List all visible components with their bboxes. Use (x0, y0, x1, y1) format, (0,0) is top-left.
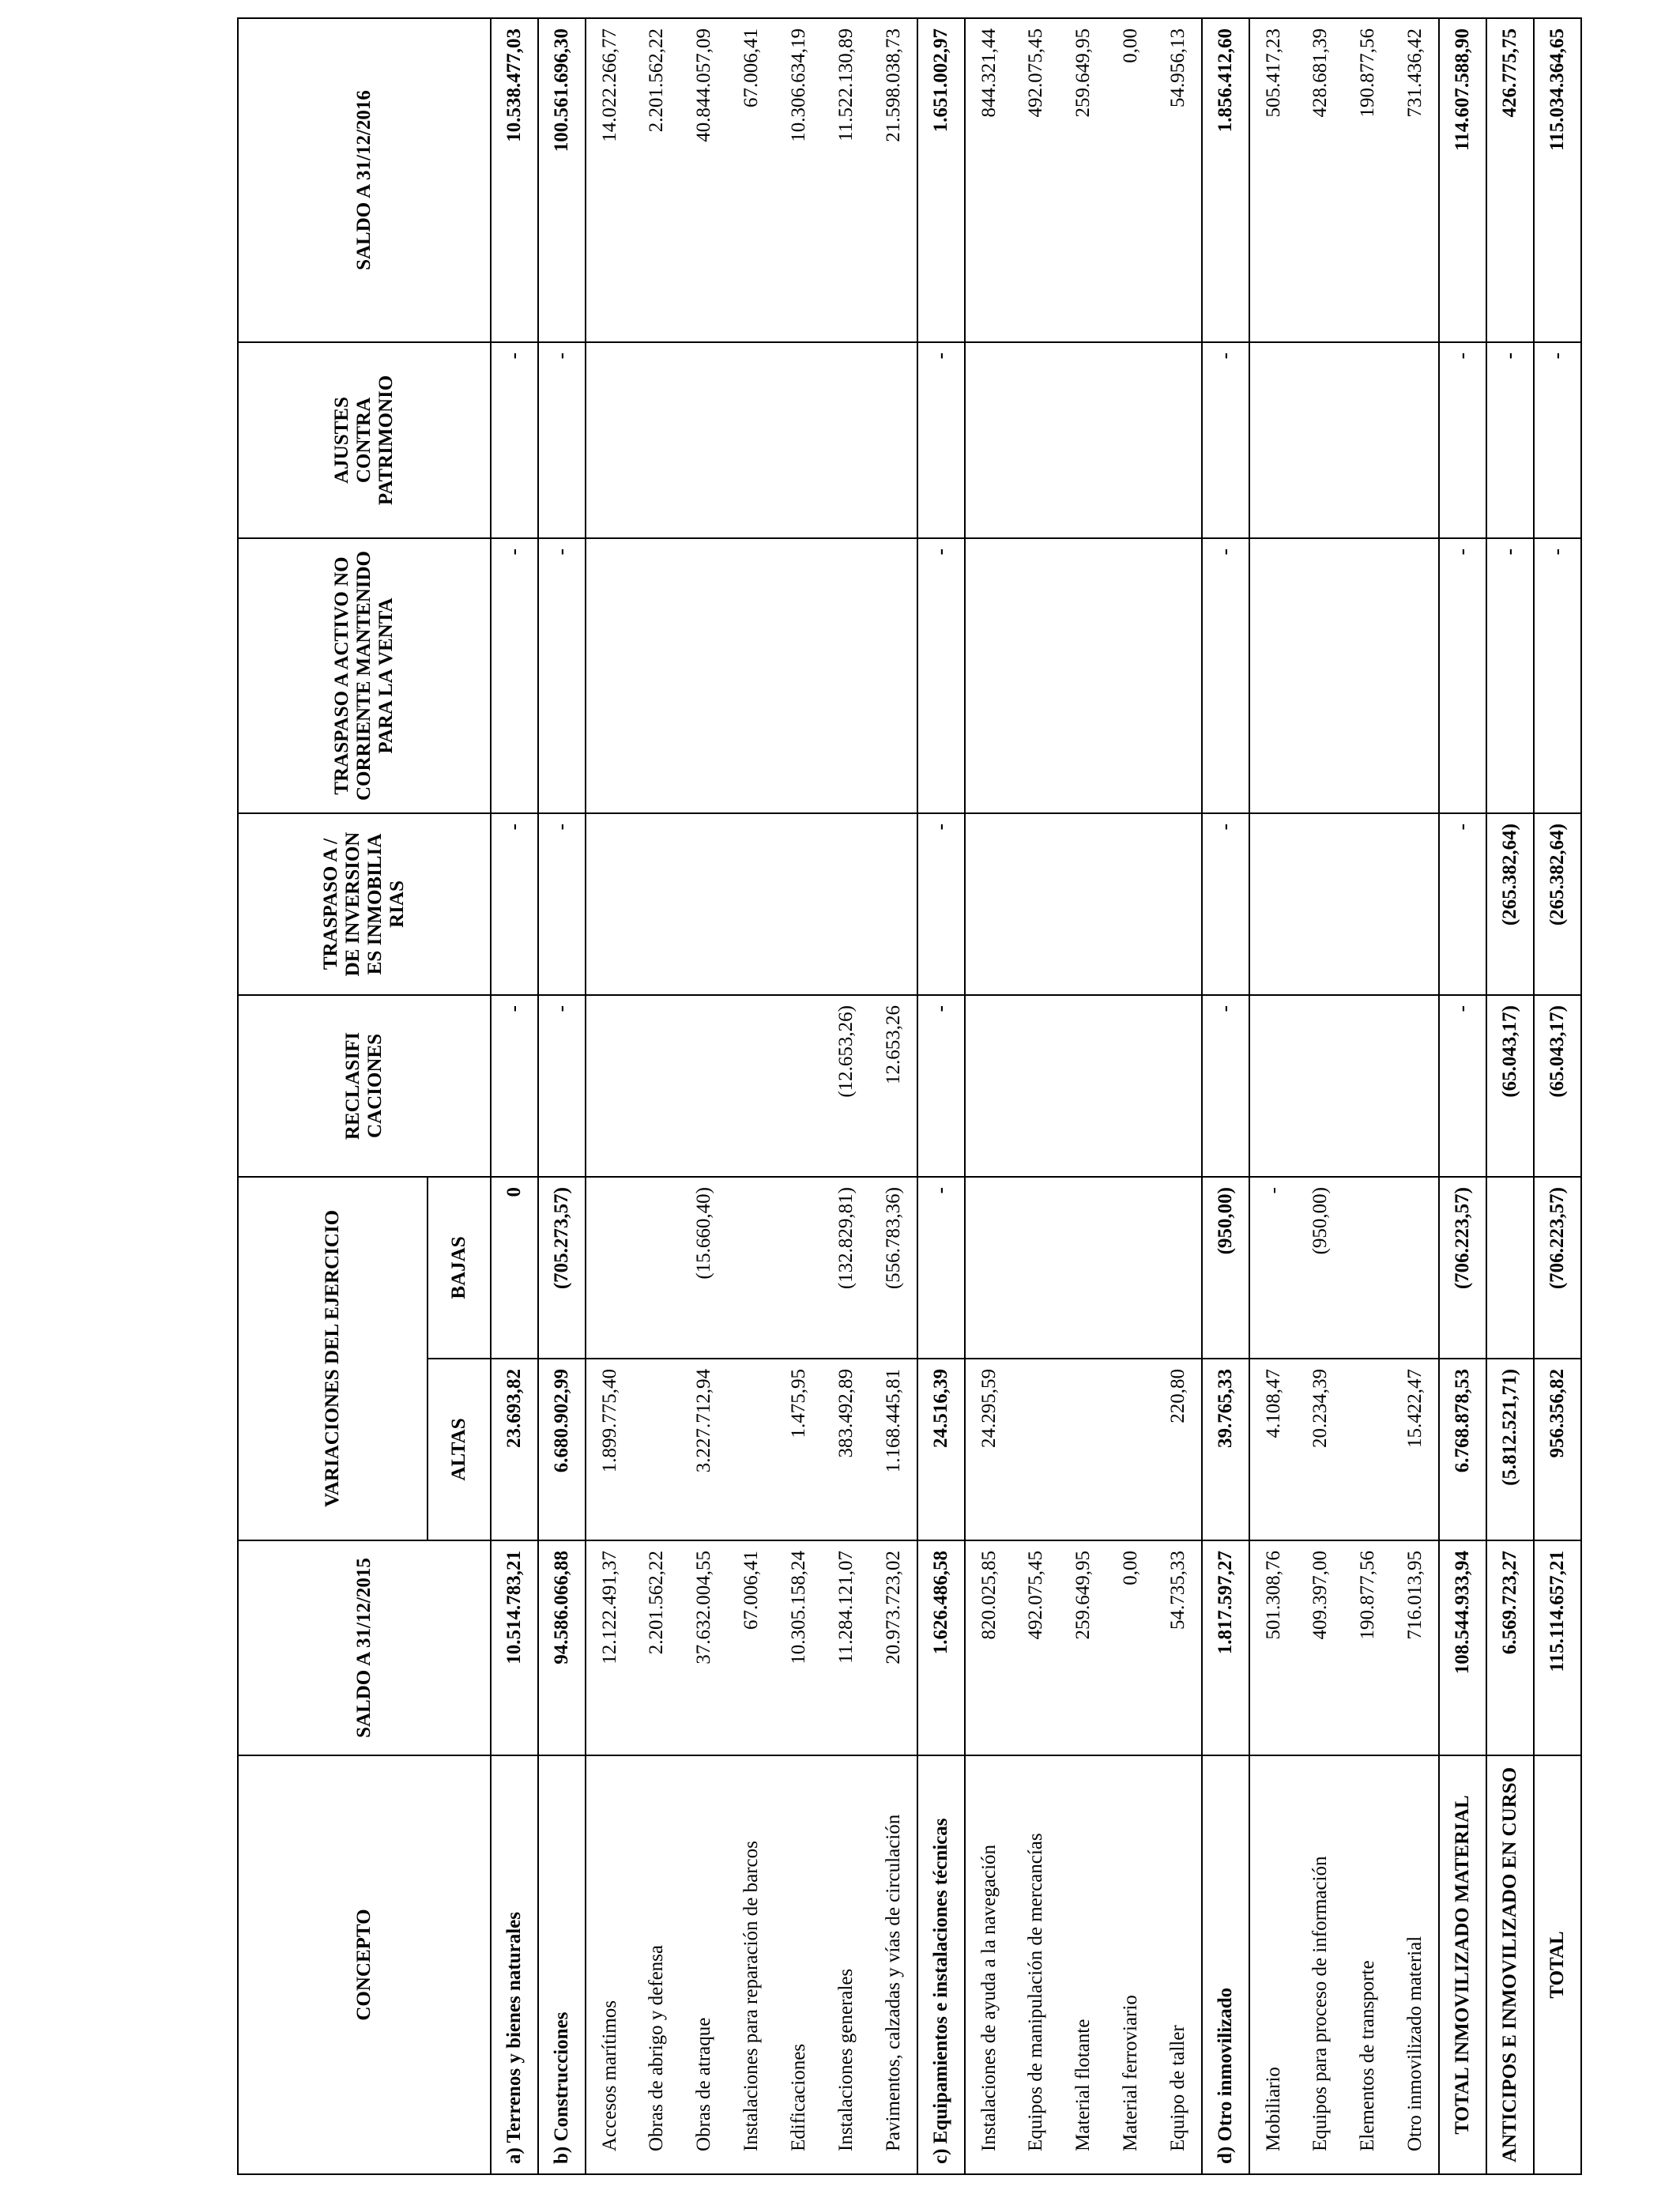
table-row (680, 18, 728, 2174)
ajustes-cell: - (491, 342, 538, 538)
bajas-cell (1155, 1177, 1202, 1359)
table-row (1107, 18, 1155, 2174)
traspaso-inversiones-cell (633, 813, 680, 995)
concepto-cell: Equipo de taller (1155, 1755, 1202, 2174)
ajustes-cell: - (1202, 342, 1249, 538)
bajas-cell: (705.273,57) (538, 1177, 586, 1359)
ajustes-cell (633, 342, 680, 538)
traspaso-inversiones-cell (680, 813, 728, 995)
saldo-2016-cell: 67.006,41 (728, 18, 775, 342)
bajas-cell: (706.223,57) (1439, 1177, 1486, 1359)
header-reclasificaciones: RECLASIFI CACIONES (238, 995, 491, 1177)
table-row (965, 18, 1012, 2174)
concepto-cell: a) Terrenos y bienes naturales (491, 1755, 538, 2174)
saldo-2016-cell: 190.877,56 (1344, 18, 1392, 342)
concepto-cell: ANTICIPOS E INMOVILIZADO EN CURSO (1486, 1755, 1534, 2174)
saldo-2015-cell: 54.735,33 (1155, 1540, 1202, 1755)
concepto-cell: Edificaciones (775, 1755, 823, 2174)
reclasificaciones-cell: - (1202, 995, 1249, 1177)
reclasificaciones-cell (965, 995, 1012, 1177)
table-row (823, 18, 870, 2174)
table-body (491, 18, 1581, 2174)
table-row (633, 18, 680, 2174)
concepto-cell: c) Equipamientos e instalaciones técnicas (917, 1755, 965, 2174)
saldo-2016-cell: 114.607.588,90 (1439, 18, 1486, 342)
traspaso-inversiones-cell: - (491, 813, 538, 995)
concepto-cell: Mobiliario (1249, 1755, 1297, 2174)
saldo-2015-cell: 501.308,76 (1249, 1540, 1297, 1755)
table-row (870, 18, 917, 2174)
ajustes-cell (1297, 342, 1344, 538)
traspaso-activo-cell (1392, 538, 1439, 813)
reclasificaciones-cell: (65.043,17) (1486, 995, 1534, 1177)
reclasificaciones-cell (1012, 995, 1060, 1177)
saldo-2015-cell: 115.114.657,21 (1534, 1540, 1581, 1755)
traspaso-inversiones-cell: (265.382,64) (1486, 813, 1534, 995)
bajas-cell (1486, 1177, 1534, 1359)
reclasificaciones-cell (775, 995, 823, 1177)
table-row (1344, 18, 1392, 2174)
saldo-2016-cell: 10.538.477,03 (491, 18, 538, 342)
saldo-2016-cell: 10.306.634,19 (775, 18, 823, 342)
altas-cell (728, 1359, 775, 1540)
header-variaciones: VARIACIONES DEL EJERCICIO (238, 1177, 428, 1540)
reclasificaciones-cell (1297, 995, 1344, 1177)
ajustes-cell: - (917, 342, 965, 538)
saldo-2015-cell: 108.544.933,94 (1439, 1540, 1486, 1755)
traspaso-inversiones-cell: - (917, 813, 965, 995)
saldo-2015-cell: 820.025,85 (965, 1540, 1012, 1755)
concepto-cell: Elementos de transporte (1344, 1755, 1392, 2174)
traspaso-inversiones-cell (1297, 813, 1344, 995)
table-row (728, 18, 775, 2174)
altas-cell: 24.516,39 (917, 1359, 965, 1540)
altas-cell: 1.899.775,40 (586, 1359, 633, 1540)
reclasificaciones-cell (586, 995, 633, 1177)
saldo-2016-cell: 0,00 (1107, 18, 1155, 342)
saldo-2016-cell: 259.649,95 (1060, 18, 1107, 342)
saldo-2015-cell: 67.006,41 (728, 1540, 775, 1755)
saldo-2016-cell: 844.321,44 (965, 18, 1012, 342)
saldo-2015-cell: 190.877,56 (1344, 1540, 1392, 1755)
concepto-cell: b) Construcciones (538, 1755, 586, 2174)
ajustes-cell (728, 342, 775, 538)
traspaso-inversiones-cell (1392, 813, 1439, 995)
saldo-2015-cell: 259.649,95 (1060, 1540, 1107, 1755)
reclasificaciones-cell: - (917, 995, 965, 1177)
traspaso-activo-cell: - (917, 538, 965, 813)
altas-cell: 4.108,47 (1249, 1359, 1297, 1540)
table-row (1392, 18, 1439, 2174)
altas-cell: 24.295,59 (965, 1359, 1012, 1540)
concepto-cell: Accesos marítimos (586, 1755, 633, 2174)
saldo-2015-cell: 0,00 (1107, 1540, 1155, 1755)
concepto-cell: Equipos para proceso de información (1297, 1755, 1344, 2174)
bajas-cell: (132.829,81) (823, 1177, 870, 1359)
saldo-2016-cell: 115.034.364,65 (1534, 18, 1581, 342)
ajustes-cell: - (538, 342, 586, 538)
altas-cell: 956.356,82 (1534, 1359, 1581, 1540)
header-saldo-2016: SALDO A 31/12/2016 (238, 18, 491, 342)
traspaso-activo-cell: - (538, 538, 586, 813)
saldo-2015-cell: 2.201.562,22 (633, 1540, 680, 1755)
traspaso-activo-cell (680, 538, 728, 813)
traspaso-inversiones-cell (1107, 813, 1155, 995)
header-saldo-2015: SALDO A 31/12/2015 (238, 1540, 491, 1755)
traspaso-inversiones-cell (1155, 813, 1202, 995)
concepto-cell: Instalaciones de ayuda a la navegación (965, 1755, 1012, 2174)
altas-cell: 3.227.712,94 (680, 1359, 728, 1540)
bajas-cell: - (1249, 1177, 1297, 1359)
header-traspaso-activo: TRASPASO A ACTIVO NO CORRIENTE MANTENIDO PARA LA VENTA (238, 538, 491, 813)
saldo-2015-cell: 94.586.066,88 (538, 1540, 586, 1755)
ajustes-cell (965, 342, 1012, 538)
ajustes-cell (823, 342, 870, 538)
traspaso-activo-cell (586, 538, 633, 813)
traspaso-activo-cell (1297, 538, 1344, 813)
altas-cell: 23.693,82 (491, 1359, 538, 1540)
ajustes-cell (870, 342, 917, 538)
traspaso-inversiones-cell (1060, 813, 1107, 995)
concepto-cell: Instalaciones generales (823, 1755, 870, 2174)
reclasificaciones-cell (680, 995, 728, 1177)
bajas-cell: (950,00) (1297, 1177, 1344, 1359)
ajustes-cell (680, 342, 728, 538)
concepto-cell: Obras de atraque (680, 1755, 728, 2174)
traspaso-inversiones-cell (1249, 813, 1297, 995)
reclasificaciones-cell (633, 995, 680, 1177)
traspaso-inversiones-cell (965, 813, 1012, 995)
traspaso-inversiones-cell (775, 813, 823, 995)
saldo-2016-cell: 14.022.266,77 (586, 18, 633, 342)
saldo-2015-cell: 20.973.723,02 (870, 1540, 917, 1755)
table-row (1439, 18, 1486, 2174)
saldo-2016-cell: 492.075,45 (1012, 18, 1060, 342)
reclasificaciones-cell (1344, 995, 1392, 1177)
table-row (491, 18, 538, 2174)
saldo-2016-cell: 54.956,13 (1155, 18, 1202, 342)
traspaso-inversiones-cell: (265.382,64) (1534, 813, 1581, 995)
altas-cell (1060, 1359, 1107, 1540)
ajustes-cell (1012, 342, 1060, 538)
traspaso-inversiones-cell (728, 813, 775, 995)
reclasificaciones-cell: 12.653,26 (870, 995, 917, 1177)
ajustes-cell (1155, 342, 1202, 538)
concepto-cell: Material ferroviario (1107, 1755, 1155, 2174)
concepto-cell: d) Otro inmovilizado (1202, 1755, 1249, 2174)
altas-cell (1012, 1359, 1060, 1540)
altas-cell: 39.765,33 (1202, 1359, 1249, 1540)
saldo-2015-cell: 492.075,45 (1012, 1540, 1060, 1755)
traspaso-activo-cell (633, 538, 680, 813)
table-row (538, 18, 586, 2174)
altas-cell: (5.812.521,71) (1486, 1359, 1534, 1540)
ajustes-cell: - (1439, 342, 1486, 538)
saldo-2016-cell: 21.598.038,73 (870, 18, 917, 342)
saldo-2016-cell: 2.201.562,22 (633, 18, 680, 342)
saldo-2016-cell: 1.856.412,60 (1202, 18, 1249, 342)
saldo-2015-cell: 10.514.783,21 (491, 1540, 538, 1755)
altas-cell: 6.680.902,99 (538, 1359, 586, 1540)
traspaso-activo-cell (1060, 538, 1107, 813)
traspaso-activo-cell: - (491, 538, 538, 813)
traspaso-inversiones-cell (870, 813, 917, 995)
header-altas: ALTAS (428, 1359, 491, 1540)
reclasificaciones-cell (1107, 995, 1155, 1177)
altas-cell: 220,80 (1155, 1359, 1202, 1540)
traspaso-inversiones-cell (1012, 813, 1060, 995)
traspaso-activo-cell (965, 538, 1012, 813)
reclasificaciones-cell: (65.043,17) (1534, 995, 1581, 1177)
traspaso-activo-cell: - (1534, 538, 1581, 813)
fixed-assets-table (237, 17, 1582, 2175)
altas-cell: 6.768.878,53 (1439, 1359, 1486, 1540)
rotated-table-container (237, 19, 1568, 2175)
saldo-2016-cell: 40.844.057,09 (680, 18, 728, 342)
reclasificaciones-cell (1060, 995, 1107, 1177)
ajustes-cell: - (1534, 342, 1581, 538)
traspaso-activo-cell (1155, 538, 1202, 813)
ajustes-cell (775, 342, 823, 538)
saldo-2015-cell: 12.122.491,37 (586, 1540, 633, 1755)
reclasificaciones-cell (1155, 995, 1202, 1177)
concepto-cell: Pavimentos, calzadas y vías de circulación (870, 1755, 917, 2174)
saldo-2015-cell: 1.626.486,58 (917, 1540, 965, 1755)
table-row (1249, 18, 1297, 2174)
ajustes-cell (1107, 342, 1155, 538)
reclasificaciones-cell: - (1439, 995, 1486, 1177)
table-row (1202, 18, 1249, 2174)
traspaso-activo-cell (728, 538, 775, 813)
bajas-cell (633, 1177, 680, 1359)
bajas-cell: - (917, 1177, 965, 1359)
bajas-cell (728, 1177, 775, 1359)
traspaso-activo-cell (1249, 538, 1297, 813)
traspaso-activo-cell (1107, 538, 1155, 813)
traspaso-activo-cell: - (1486, 538, 1534, 813)
reclasificaciones-cell (728, 995, 775, 1177)
table-row (1297, 18, 1344, 2174)
traspaso-activo-cell (775, 538, 823, 813)
bajas-cell: (706.223,57) (1534, 1177, 1581, 1359)
ajustes-cell (1249, 342, 1297, 538)
bajas-cell (1060, 1177, 1107, 1359)
traspaso-inversiones-cell: - (1439, 813, 1486, 995)
bajas-cell: (950,00) (1202, 1177, 1249, 1359)
altas-cell: 383.492,89 (823, 1359, 870, 1540)
bajas-cell (1107, 1177, 1155, 1359)
reclasificaciones-cell: - (491, 995, 538, 1177)
bajas-cell (1344, 1177, 1392, 1359)
altas-cell: 15.422,47 (1392, 1359, 1439, 1540)
traspaso-inversiones-cell: - (1202, 813, 1249, 995)
ajustes-cell (1060, 342, 1107, 538)
saldo-2016-cell: 428.681,39 (1297, 18, 1344, 342)
table-row (1155, 18, 1202, 2174)
saldo-2015-cell: 409.397,00 (1297, 1540, 1344, 1755)
saldo-2015-cell: 6.569.723,27 (1486, 1540, 1534, 1755)
reclasificaciones-cell: (12.653,26) (823, 995, 870, 1177)
bajas-cell (775, 1177, 823, 1359)
concepto-cell: TOTAL INMOVILIZADO MATERIAL (1439, 1755, 1486, 2174)
concepto-cell: Material flotante (1060, 1755, 1107, 2174)
concepto-cell: Otro inmovilizado material (1392, 1755, 1439, 2174)
bajas-cell (586, 1177, 633, 1359)
traspaso-activo-cell: - (1439, 538, 1486, 813)
header-concepto: CONCEPTO (238, 1755, 491, 2174)
traspaso-inversiones-cell (1344, 813, 1392, 995)
saldo-2015-cell: 37.632.004,55 (680, 1540, 728, 1755)
header-traspaso-inversiones: TRASPASO A / DE INVERSION ES INMOBILIA RIAS (238, 813, 491, 995)
concepto-cell: TOTAL (1534, 1755, 1581, 2174)
saldo-2016-cell: 731.436,42 (1392, 18, 1439, 342)
reclasificaciones-cell (1392, 995, 1439, 1177)
traspaso-activo-cell: - (1202, 538, 1249, 813)
traspaso-activo-cell (870, 538, 917, 813)
table-row (1486, 18, 1534, 2174)
altas-cell: 20.234,39 (1297, 1359, 1344, 1540)
altas-cell: 1.475,95 (775, 1359, 823, 1540)
bajas-cell: (15.660,40) (680, 1177, 728, 1359)
saldo-2015-cell: 716.013,95 (1392, 1540, 1439, 1755)
saldo-2016-cell: 426.775,75 (1486, 18, 1534, 342)
traspaso-inversiones-cell (823, 813, 870, 995)
saldo-2016-cell: 100.561.696,30 (538, 18, 586, 342)
table-row (1534, 18, 1581, 2174)
reclasificaciones-cell (1249, 995, 1297, 1177)
bajas-cell: 0 (491, 1177, 538, 1359)
saldo-2016-cell: 11.522.130,89 (823, 18, 870, 342)
ajustes-cell (1344, 342, 1392, 538)
traspaso-activo-cell (1012, 538, 1060, 813)
table-row (1012, 18, 1060, 2174)
concepto-cell: Instalaciones para reparación de barcos (728, 1755, 775, 2174)
altas-cell (633, 1359, 680, 1540)
header-bajas: BAJAS (428, 1177, 491, 1359)
saldo-2015-cell: 11.284.121,07 (823, 1540, 870, 1755)
ajustes-cell: - (1486, 342, 1534, 538)
ajustes-cell (586, 342, 633, 538)
table-row (586, 18, 633, 2174)
saldo-2016-cell: 1.651.002,97 (917, 18, 965, 342)
concepto-cell: Obras de abrigo y defensa (633, 1755, 680, 2174)
traspaso-inversiones-cell: - (538, 813, 586, 995)
altas-cell: 1.168.445,81 (870, 1359, 917, 1540)
bajas-cell (965, 1177, 1012, 1359)
saldo-2015-cell: 10.305.158,24 (775, 1540, 823, 1755)
bajas-cell (1012, 1177, 1060, 1359)
saldo-2016-cell: 505.417,23 (1249, 18, 1297, 342)
header-ajustes: AJUSTES CONTRA PATRIMONIO (238, 342, 491, 538)
altas-cell (1344, 1359, 1392, 1540)
saldo-2015-cell: 1.817.597,27 (1202, 1540, 1249, 1755)
concepto-cell: Equipos de manipulación de mercancías (1012, 1755, 1060, 2174)
altas-cell (1107, 1359, 1155, 1540)
ajustes-cell (1392, 342, 1439, 538)
traspaso-inversiones-cell (586, 813, 633, 995)
traspaso-activo-cell (1344, 538, 1392, 813)
table-row (1060, 18, 1107, 2174)
bajas-cell (1392, 1177, 1439, 1359)
bajas-cell: (556.783,36) (870, 1177, 917, 1359)
table-row (775, 18, 823, 2174)
table-row (917, 18, 965, 2174)
reclasificaciones-cell: - (538, 995, 586, 1177)
traspaso-activo-cell (823, 538, 870, 813)
